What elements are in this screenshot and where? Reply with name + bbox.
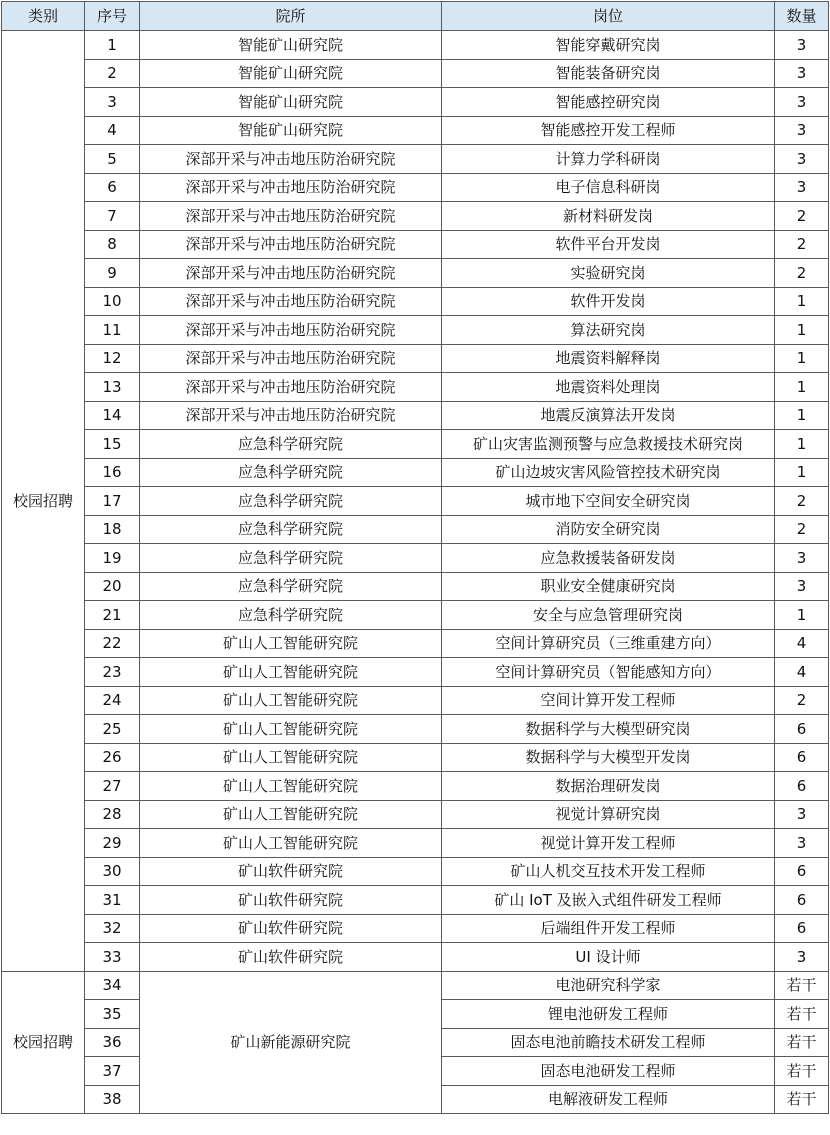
table-row <box>2 971 829 1000</box>
quantity-cell: 3 <box>775 572 829 601</box>
position-cell: 新材料研发岗 <box>442 202 775 231</box>
institute-cell: 智能矿山研究院 <box>140 31 442 60</box>
position-cell: 算法研究岗 <box>442 316 775 345</box>
institute-cell: 矿山人工智能研究院 <box>140 658 442 687</box>
table-row <box>2 515 829 544</box>
quantity-cell: 若干 <box>775 1085 829 1114</box>
number-cell: 19 <box>85 544 140 573</box>
number-cell: 5 <box>85 145 140 174</box>
quantity-cell: 3 <box>775 943 829 972</box>
table-row <box>2 544 829 573</box>
table-row <box>2 629 829 658</box>
number-cell: 9 <box>85 259 140 288</box>
quantity-cell: 若干 <box>775 1000 829 1029</box>
position-cell: 矿山 IoT 及嵌入式组件研发工程师 <box>442 886 775 915</box>
quantity-cell: 1 <box>775 401 829 430</box>
header-number: 序号 <box>85 2 140 31</box>
quantity-cell: 4 <box>775 658 829 687</box>
institute-cell: 深部开采与冲击地压防治研究院 <box>140 230 442 259</box>
position-cell: 电子信息科研岗 <box>442 173 775 202</box>
institute-cell: 深部开采与冲击地压防治研究院 <box>140 287 442 316</box>
table-row <box>2 686 829 715</box>
position-cell: 软件平台开发岗 <box>442 230 775 259</box>
number-cell: 18 <box>85 515 140 544</box>
table-row <box>2 116 829 145</box>
category-cell: 校园招聘 <box>2 971 85 1114</box>
institute-cell: 应急科学研究院 <box>140 544 442 573</box>
institute-cell: 深部开采与冲击地压防治研究院 <box>140 401 442 430</box>
institute-cell: 深部开采与冲击地压防治研究院 <box>140 373 442 402</box>
quantity-cell: 3 <box>775 145 829 174</box>
position-cell: 矿山边坡灾害风险管控技术研究岗 <box>442 458 775 487</box>
institute-cell: 矿山软件研究院 <box>140 914 442 943</box>
quantity-cell: 1 <box>775 316 829 345</box>
table-row <box>2 316 829 345</box>
position-cell: 数据科学与大模型开发岗 <box>442 743 775 772</box>
number-cell: 3 <box>85 88 140 117</box>
table-row <box>2 772 829 801</box>
position-cell: 视觉计算开发工程师 <box>442 829 775 858</box>
number-cell: 37 <box>85 1057 140 1086</box>
table-row <box>2 886 829 915</box>
quantity-cell: 2 <box>775 487 829 516</box>
institute-cell: 矿山人工智能研究院 <box>140 800 442 829</box>
table-row <box>2 914 829 943</box>
position-cell: 应急救援装备研发岗 <box>442 544 775 573</box>
table-row <box>2 829 829 858</box>
table-row <box>2 715 829 744</box>
header-category: 类别 <box>2 2 85 31</box>
position-cell: 后端组件开发工程师 <box>442 914 775 943</box>
number-cell: 26 <box>85 743 140 772</box>
position-cell: 智能穿戴研究岗 <box>442 31 775 60</box>
institute-cell: 智能矿山研究院 <box>140 116 442 145</box>
institute-cell: 应急科学研究院 <box>140 487 442 516</box>
table-row <box>2 145 829 174</box>
number-cell: 28 <box>85 800 140 829</box>
quantity-cell: 6 <box>775 857 829 886</box>
position-cell: 消防安全研究岗 <box>442 515 775 544</box>
institute-cell: 矿山人工智能研究院 <box>140 715 442 744</box>
institute-cell: 智能矿山研究院 <box>140 59 442 88</box>
quantity-cell: 1 <box>775 287 829 316</box>
position-cell: 空间计算研究员（三维重建方向） <box>442 629 775 658</box>
table-row <box>2 743 829 772</box>
number-cell: 14 <box>85 401 140 430</box>
number-cell: 32 <box>85 914 140 943</box>
table-row <box>2 401 829 430</box>
position-cell: 视觉计算研究岗 <box>442 800 775 829</box>
number-cell: 34 <box>85 971 140 1000</box>
institute-cell: 深部开采与冲击地压防治研究院 <box>140 259 442 288</box>
number-cell: 13 <box>85 373 140 402</box>
quantity-cell: 2 <box>775 202 829 231</box>
number-cell: 20 <box>85 572 140 601</box>
institute-cell: 智能矿山研究院 <box>140 88 442 117</box>
institute-cell: 应急科学研究院 <box>140 458 442 487</box>
number-cell: 7 <box>85 202 140 231</box>
table-row <box>2 458 829 487</box>
quantity-cell: 3 <box>775 829 829 858</box>
number-cell: 6 <box>85 173 140 202</box>
quantity-cell: 1 <box>775 458 829 487</box>
institute-cell: 矿山软件研究院 <box>140 857 442 886</box>
position-cell: 安全与应急管理研究岗 <box>442 601 775 630</box>
number-cell: 29 <box>85 829 140 858</box>
quantity-cell: 1 <box>775 601 829 630</box>
position-cell: 数据治理研发岗 <box>442 772 775 801</box>
number-cell: 21 <box>85 601 140 630</box>
number-cell: 23 <box>85 658 140 687</box>
table-row <box>2 943 829 972</box>
category-cell: 校园招聘 <box>2 31 85 972</box>
number-cell: 24 <box>85 686 140 715</box>
institute-cell: 深部开采与冲击地压防治研究院 <box>140 173 442 202</box>
number-cell: 25 <box>85 715 140 744</box>
header-row <box>2 2 829 31</box>
position-cell: 锂电池研发工程师 <box>442 1000 775 1029</box>
quantity-cell: 1 <box>775 430 829 459</box>
quantity-cell: 若干 <box>775 1028 829 1057</box>
quantity-cell: 3 <box>775 800 829 829</box>
number-cell: 33 <box>85 943 140 972</box>
position-cell: 智能感控研究岗 <box>442 88 775 117</box>
quantity-cell: 2 <box>775 515 829 544</box>
quantity-cell: 2 <box>775 230 829 259</box>
institute-cell: 矿山人工智能研究院 <box>140 743 442 772</box>
header-institute: 院所 <box>140 2 442 31</box>
number-cell: 27 <box>85 772 140 801</box>
institute-cell: 矿山人工智能研究院 <box>140 829 442 858</box>
quantity-cell: 6 <box>775 743 829 772</box>
position-cell: 职业安全健康研究岗 <box>442 572 775 601</box>
number-cell: 16 <box>85 458 140 487</box>
institute-cell: 深部开采与冲击地压防治研究院 <box>140 344 442 373</box>
institute-cell: 应急科学研究院 <box>140 572 442 601</box>
number-cell: 38 <box>85 1085 140 1114</box>
quantity-cell: 1 <box>775 344 829 373</box>
position-cell: 电池研究科学家 <box>442 971 775 1000</box>
table-row <box>2 344 829 373</box>
position-cell: UI 设计师 <box>442 943 775 972</box>
position-cell: 固态电池前瞻技术研发工程师 <box>442 1028 775 1057</box>
position-cell: 固态电池研发工程师 <box>442 1057 775 1086</box>
position-cell: 空间计算开发工程师 <box>442 686 775 715</box>
quantity-cell: 6 <box>775 772 829 801</box>
institute-cell: 深部开采与冲击地压防治研究院 <box>140 145 442 174</box>
table-body <box>2 31 829 1114</box>
institute-cell: 矿山人工智能研究院 <box>140 629 442 658</box>
position-cell: 智能感控开发工程师 <box>442 116 775 145</box>
recruitment-table <box>1 1 829 1114</box>
position-cell: 地震资料解释岗 <box>442 344 775 373</box>
position-cell: 软件开发岗 <box>442 287 775 316</box>
number-cell: 12 <box>85 344 140 373</box>
table-row <box>2 487 829 516</box>
quantity-cell: 3 <box>775 88 829 117</box>
institute-cell: 应急科学研究院 <box>140 601 442 630</box>
institute-cell: 矿山软件研究院 <box>140 943 442 972</box>
table-row <box>2 88 829 117</box>
institute-cell: 深部开采与冲击地压防治研究院 <box>140 316 442 345</box>
quantity-cell: 4 <box>775 629 829 658</box>
header-quantity: 数量 <box>775 2 829 31</box>
number-cell: 1 <box>85 31 140 60</box>
quantity-cell: 1 <box>775 373 829 402</box>
number-cell: 8 <box>85 230 140 259</box>
position-cell: 城市地下空间安全研究岗 <box>442 487 775 516</box>
table-row <box>2 230 829 259</box>
number-cell: 22 <box>85 629 140 658</box>
quantity-cell: 3 <box>775 59 829 88</box>
number-cell: 11 <box>85 316 140 345</box>
table-row <box>2 202 829 231</box>
institute-cell: 矿山新能源研究院 <box>140 971 442 1114</box>
number-cell: 31 <box>85 886 140 915</box>
institute-cell: 深部开采与冲击地压防治研究院 <box>140 202 442 231</box>
quantity-cell: 6 <box>775 715 829 744</box>
quantity-cell: 6 <box>775 914 829 943</box>
institute-cell: 矿山软件研究院 <box>140 886 442 915</box>
table-row <box>2 59 829 88</box>
quantity-cell: 若干 <box>775 1057 829 1086</box>
position-cell: 矿山灾害监测预警与应急救援技术研究岗 <box>442 430 775 459</box>
table-row <box>2 287 829 316</box>
position-cell: 电解液研发工程师 <box>442 1085 775 1114</box>
position-cell: 智能装备研究岗 <box>442 59 775 88</box>
number-cell: 10 <box>85 287 140 316</box>
institute-cell: 应急科学研究院 <box>140 515 442 544</box>
quantity-cell: 若干 <box>775 971 829 1000</box>
position-cell: 实验研究岗 <box>442 259 775 288</box>
position-cell: 地震反演算法开发岗 <box>442 401 775 430</box>
institute-cell: 矿山人工智能研究院 <box>140 772 442 801</box>
number-cell: 4 <box>85 116 140 145</box>
table-row <box>2 31 829 60</box>
table-row <box>2 259 829 288</box>
table-row <box>2 601 829 630</box>
position-cell: 空间计算研究员（智能感知方向） <box>442 658 775 687</box>
table-row <box>2 658 829 687</box>
header-position: 岗位 <box>442 2 775 31</box>
position-cell: 计算力学科研岗 <box>442 145 775 174</box>
quantity-cell: 3 <box>775 31 829 60</box>
quantity-cell: 2 <box>775 259 829 288</box>
quantity-cell: 3 <box>775 116 829 145</box>
number-cell: 15 <box>85 430 140 459</box>
table-row <box>2 173 829 202</box>
position-cell: 数据科学与大模型研究岗 <box>442 715 775 744</box>
table-row <box>2 430 829 459</box>
number-cell: 2 <box>85 59 140 88</box>
number-cell: 17 <box>85 487 140 516</box>
quantity-cell: 3 <box>775 544 829 573</box>
quantity-cell: 6 <box>775 886 829 915</box>
table-row <box>2 800 829 829</box>
position-cell: 地震资料处理岗 <box>442 373 775 402</box>
table-row <box>2 572 829 601</box>
quantity-cell: 3 <box>775 173 829 202</box>
number-cell: 30 <box>85 857 140 886</box>
table-row <box>2 373 829 402</box>
number-cell: 36 <box>85 1028 140 1057</box>
institute-cell: 应急科学研究院 <box>140 430 442 459</box>
number-cell: 35 <box>85 1000 140 1029</box>
table-row <box>2 857 829 886</box>
position-cell: 矿山人机交互技术开发工程师 <box>442 857 775 886</box>
institute-cell: 矿山人工智能研究院 <box>140 686 442 715</box>
quantity-cell: 2 <box>775 686 829 715</box>
